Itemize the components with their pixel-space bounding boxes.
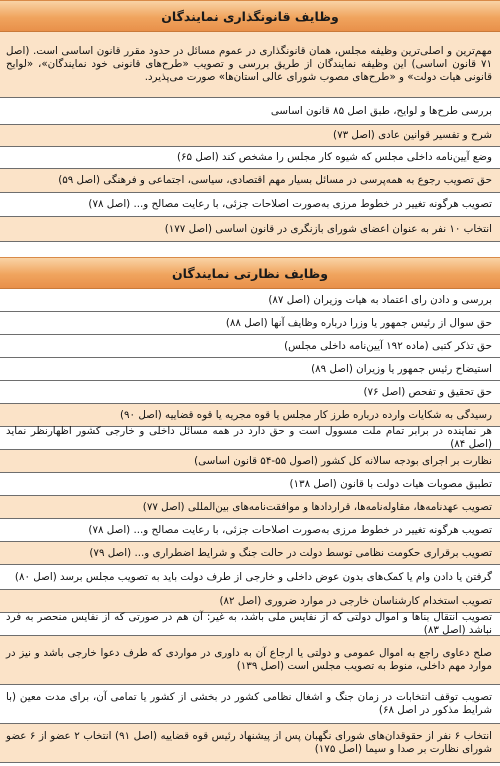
table-row	[0, 450, 500, 473]
row-text: تصویب توقف انتخابات در زمان جنگ و اشغال نظامی کشور در بخشی از کشور یا تمامی آن، برای مدت معین (با شرایط مذکور در اصل ۶۸)	[6, 691, 492, 716]
table-row	[0, 289, 500, 312]
table-row	[0, 542, 500, 565]
row-text: شرح و تفسیر قوانین عادی (اصل ۷۳)	[333, 129, 492, 141]
row-text: گرفتن یا دادن وام یا کمک‌های بدون عوض داخلی و خارجی از طرف دولت باید به تصویب مجلس برسد (اصل ۸۰)	[14, 570, 492, 583]
row-text: تصویب برقراری حکومت نظامی توسط دولت در حالت جنگ و شرایط اضطراری و... (اصل ۷۹)	[89, 546, 492, 559]
table-row	[0, 217, 500, 242]
table-row	[0, 496, 500, 519]
row-text: حق سوال از رئیس جمهور یا وزرا درباره وظایف آنها (اصل ۸۸)	[225, 316, 492, 329]
section-gap	[0, 242, 500, 257]
table-row	[0, 636, 500, 685]
row-text: نظارت بر اجرای بودجه سالانه کل کشور (اصول ۵۵-۵۴ قانون اساسی)	[194, 454, 492, 467]
row-text: حق تحقیق و تفحص (اصل ۷۶)	[363, 385, 492, 398]
row-text: هر نماینده در برابر تمام ملت مسوول است و حق دارد در همه مسائل داخلی و خارجی کشور اظهارنظر نماید (اصل ۸۴)	[6, 425, 492, 450]
table-row	[0, 32, 500, 98]
table-row	[0, 565, 500, 590]
table-row	[0, 404, 500, 427]
row-text: تصویب هرگونه تغییر در خطوط مرزی به‌صورت اصلاحات جزئی، با رعایت مصالح و... (اصل ۷۸)	[88, 523, 492, 536]
table-row	[0, 358, 500, 381]
oversight-duties-section	[0, 257, 500, 763]
table-row	[0, 519, 500, 542]
table-row	[0, 147, 500, 169]
row-text: وضع آیین‌نامه داخلی مجلس که شیوه کار مجلس را مشخص کند (اصل ۶۵)	[177, 151, 492, 163]
row-text: صلح دعاوی راجع به اموال عمومی و دولتی یا ارجاع آن به داوری در مواردی که طرف دعوا خارجی باشد و نیز در موارد مهم داخلی، منوط به تصویب مجلس است (اصل ۱۳۹)	[6, 647, 492, 672]
table-row	[0, 381, 500, 404]
row-text: استیضاح رئیس جمهور یا وزیران (اصل ۸۹)	[311, 362, 492, 375]
table-row	[0, 613, 500, 636]
table-row	[0, 724, 500, 763]
table-row	[0, 473, 500, 496]
row-text: تطبیق مصوبات هیات دولت با قانون (اصل ۱۳۸)	[289, 477, 492, 490]
row-text: تصویب انتقال بناها و اموال دولتی که از نفایس ملی باشد، به غیر: آن هم در صورتی که از نفایس منحصر به فرد نباشد (اصل ۸۳)	[6, 611, 492, 636]
section-title: وظایف نظارتی نمایندگان	[0, 257, 500, 289]
row-text: حق تذکر کتبی (ماده ۱۹۲ آیین‌نامه داخلی مجلس)	[284, 339, 492, 352]
section-title: وظایف قانونگذاری نمایندگان	[0, 0, 500, 32]
legislative-duties-section	[0, 0, 500, 242]
table-row	[0, 685, 500, 724]
row-text: تصویب هرگونه تغییر در خطوط مرزی به‌صورت اصلاحات جزئی، با رعایت مصالح و... (اصل ۷۸)	[88, 198, 492, 210]
row-text: بررسی و دادن رای اعتماد به هیات وزیران (اصل ۸۷)	[268, 293, 492, 306]
table-row	[0, 169, 500, 193]
row-text: انتخاب ۶ نفر از حقوقدان‌های شورای نگهبان پس از پیشنهاد رئیس قوه قضاییه (اصل ۹۱) انتخاب ۲ عضو از ۶ عضو شورای نظارت بر صدا و سیما (اصل ۱۷۵)	[6, 730, 493, 755]
table-row	[0, 427, 500, 450]
table-row	[0, 125, 500, 147]
table-row	[0, 312, 500, 335]
row-text: تصویب استخدام کارشناسان خارجی در موارد ضروری (اصل ۸۲)	[219, 594, 492, 607]
row-text: رسیدگی به شکایات وارده درباره طرز کار مجلس یا قوه مجریه یا قوه قضاییه (اصل ۹۰)	[119, 408, 492, 421]
table-row	[0, 590, 500, 613]
row-text: تصویب عهدنامه‌ها، مقاوله‌نامه‌ها، قراردادها و موافقت‌نامه‌های بین‌المللی (اصل ۷۷)	[142, 500, 492, 513]
row-text: مهم‌ترین و اصلی‌ترین وظیفه مجلس، همان قانونگذاری در عموم مسائل در حدود مقرر قانون اساسی است. (اصل ۷۱ قانون اساسی) این وظیفه نمایندگان از طریق بررسی و تصویب «طرح‌های قانونی خود نمایندگان»، «لوایح قانونی هیات دولت» و «طرح‌های مصوب شورای عالی استان‌ها» صورت می‌پذیرد.	[6, 45, 492, 83]
table-row	[0, 193, 500, 217]
table-row	[0, 335, 500, 358]
row-text: حق تصویب رجوع به همه‌پرسی در مسائل بسیار مهم اقتصادی، سیاسی، اجتماعی و فرهنگی (اصل ۵۹)	[58, 174, 492, 186]
table-row	[0, 98, 500, 125]
row-text: بررسی طرح‌ها و لوایح، طبق اصل ۸۵ قانون اساسی	[270, 104, 492, 117]
row-text: انتخاب ۱۰ نفر به عنوان اعضای شورای بازنگری در قانون اساسی (اصل ۱۷۷)	[164, 222, 492, 235]
